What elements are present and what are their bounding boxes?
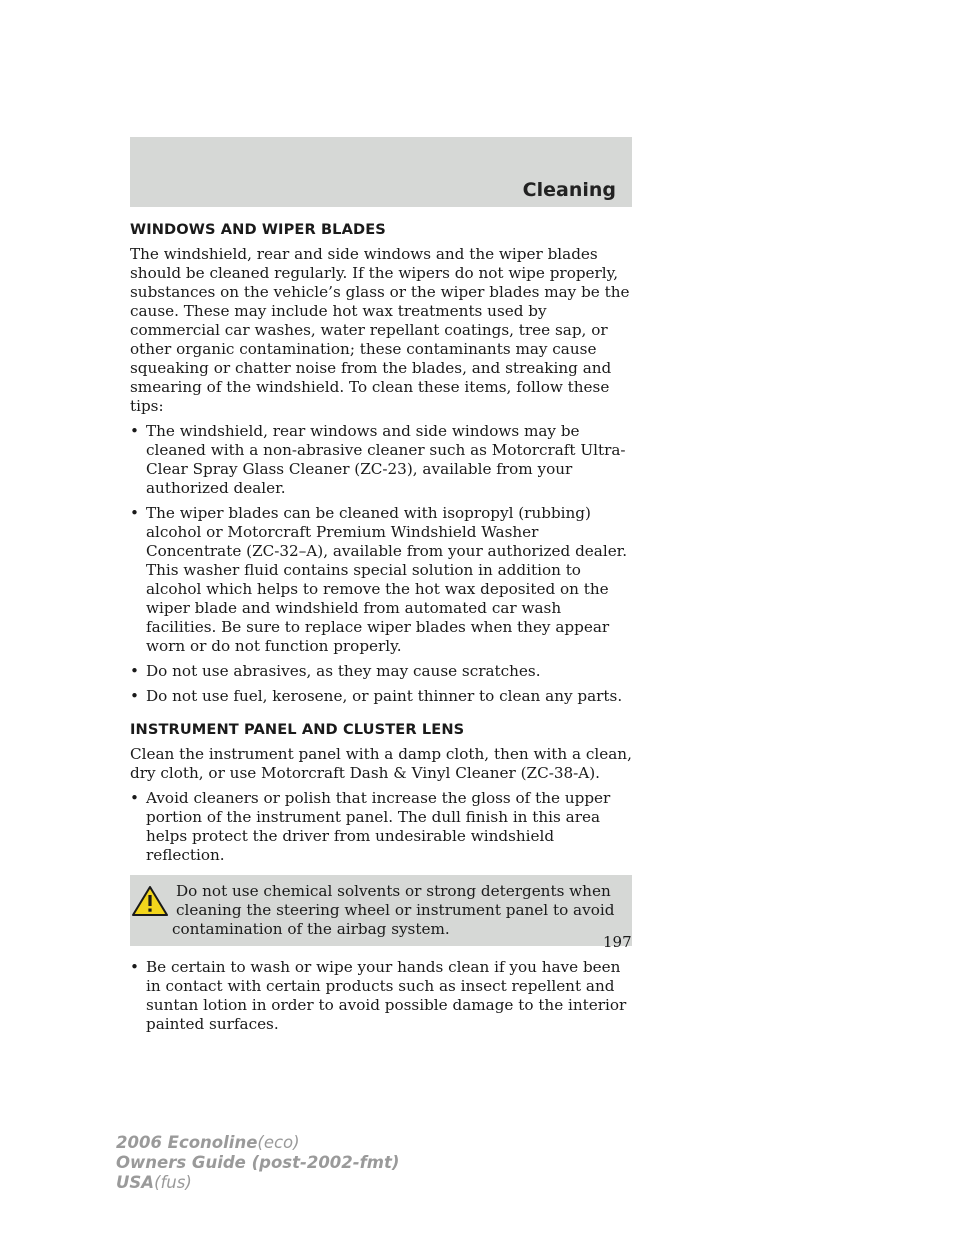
list-item-text: The wiper blades can be cleaned with isopropyl (rubbing) alcohol or Motorcraft Premium Windshield Washer Concentrate (ZC-32–A), available from your authorized dealer. This washer fluid contains special solution in addition to alcohol which helps to remove the hot wax deposited on the wiper blade and windshield from automated car wash facilities. Be sure to replace wiper blades when they appear worn or do not function properly. [146,504,628,655]
list-item [130,504,632,656]
list-item-text: The windshield, rear windows and side windows may be cleaned with a non-abrasive cleaner such as Motorcraft Ultra-Clear Spray Glass Cleaner (ZC-23), available from your authorized dealer. [146,422,626,497]
paragraph-windows-intro: The windshield, rear and side windows and the wiper blades should be cleaned regularly. If the wipers do not wipe properly, substances on the vehicle’s glass or the wiper blades may be the cause. These may include hot wax treatments used by commercial car washes, water repellant coatings, tree sap, or other organic contamination; these contaminants may cause squeaking or chatter noise from the blades, and streaking and smearing of the windshield. To clean these items, follow these tips: [130,245,630,415]
bullet-glyph: • [130,422,139,440]
bullet-glyph: • [130,662,139,680]
page-content [130,220,632,1040]
bullet-glyph: • [130,687,139,705]
bullet-list-instrument-after [130,958,632,1034]
bullet-glyph: • [130,789,139,807]
footer-market: USA [116,1173,155,1192]
paragraph-instrument-intro: Clean the instrument panel with a damp cloth, then with a clean, dry cloth, or use Motorcraft Dash & Vinyl Cleaner (ZC-38-A). [130,745,632,782]
list-item-text: Do not use abrasives, as they may cause scratches. [146,662,541,680]
section-spacer [130,712,632,720]
footer-model: 2006 Econoline [116,1133,258,1152]
footer-line-3 [116,1173,399,1193]
list-item-text: Be certain to wash or wipe your hands clean if you have been in contact with certain products such as insect repellent and suntan lotion in order to avoid possible damage to the interior painted surfaces. [146,958,627,1033]
warning-triangle-icon [130,884,170,918]
document-footer [116,1133,399,1193]
section-title: Cleaning [522,179,616,201]
bullet-list-windows [130,422,632,706]
section-header-tab [130,137,632,207]
footer-line-2 [116,1153,399,1173]
heading-windows-wipers: WINDOWS AND WIPER BLADES [130,221,386,238]
heading-instrument-panel: INSTRUMENT PANEL AND CLUSTER LENS [130,721,465,738]
footer-guide: Owners Guide (post-2002-fmt) [116,1153,400,1172]
footer-model-code: (eco) [257,1133,300,1152]
list-item [130,958,632,1034]
footer-line-1 [116,1133,399,1153]
bullet-glyph: • [130,504,139,522]
bullet-list-instrument [130,789,632,865]
warning-text: Do not use chemical solvents or strong detergents when cleaning the steering wheel or instrument panel to avoid contamination of the airbag system. [172,882,615,938]
list-item [130,687,632,706]
list-item-text: Do not use fuel, kerosene, or paint thinner to clean any parts. [146,687,623,705]
list-item [130,422,632,498]
page-number: 197 [603,933,632,951]
bullet-glyph: • [130,958,139,976]
list-item [130,789,632,865]
footer-market-code: (fus) [154,1173,192,1192]
list-item-text: Avoid cleaners or polish that increase the gloss of the upper portion of the instrument panel. The dull finish in this area helps protect the driver from undesirable windshield reflection. [146,789,611,864]
warning-box [130,875,632,946]
list-item [130,662,632,681]
